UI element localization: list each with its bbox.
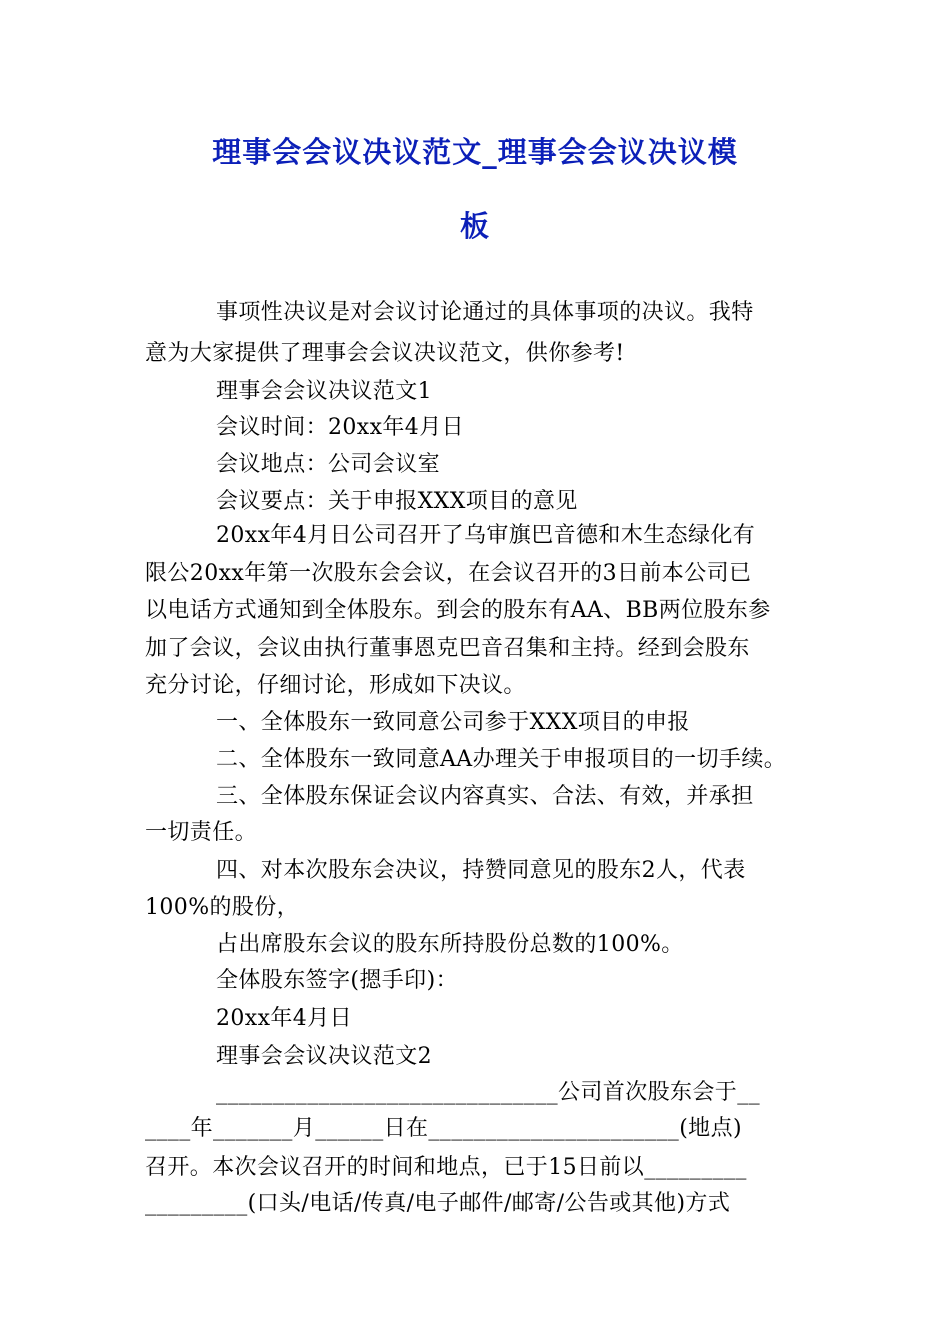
- paragraph-line: 会议地点：公司会议室: [216, 452, 441, 477]
- paragraph-line: 100%的股份，: [145, 895, 300, 920]
- paragraph-line: 限公20xx年第一次股东会会议，在会议召开的3日前本公司已: [145, 561, 752, 586]
- paragraph-line: 会议时间：20xx年4月日: [216, 415, 465, 440]
- paragraph-line: 以电话方式通知到全体股东。到会的股东有AA、BB两位股东参: [145, 598, 771, 623]
- paragraph-line: _________(口头/电话/传真/电子邮件/邮寄/公告或其他)方式: [145, 1191, 731, 1216]
- section-heading: 理事会会议决议范文2: [216, 1044, 432, 1069]
- document-title-line-1: 理事会会议决议范文_理事会会议决议模: [212, 135, 738, 169]
- document-title-line-2: 板: [459, 209, 490, 243]
- paragraph-line: 20xx年4月日: [216, 1006, 353, 1031]
- paragraph-line: 占出席股东会议的股东所持股份总数的100%。: [216, 932, 684, 957]
- paragraph-line: 一、全体股东一致同意公司参于XXX项目的申报: [216, 710, 690, 735]
- paragraph-line: 全体股东签字(摁手印)：: [216, 968, 458, 993]
- paragraph-line: 加了会议，会议由执行董事恩克巴音召集和主持。经到会股东: [145, 636, 750, 661]
- paragraph-line: 四、对本次股东会决议，持赞同意见的股东2人，代表: [216, 858, 746, 883]
- section-heading: 理事会会议决议范文1: [216, 379, 432, 404]
- paragraph-line: ______________________________公司首次股东会于__: [216, 1080, 761, 1105]
- paragraph-line: ____年_______月______日在______________________(地点): [145, 1116, 742, 1141]
- paragraph-line: 意为大家提供了理事会会议决议范文，供你参考!: [145, 341, 625, 366]
- paragraph-line: 会议要点：关于申报XXX项目的意见: [216, 489, 578, 514]
- paragraph-line: 三、全体股东保证会议内容真实、合法、有效，并承担: [216, 784, 754, 809]
- paragraph-line: 召开。本次会议召开的时间和地点，已于15日前以_________: [145, 1155, 747, 1180]
- paragraph-line: 二、全体股东一致同意AA办理关于申报项目的一切手续。: [216, 747, 787, 772]
- paragraph-line: 事项性决议是对会议讨论通过的具体事项的决议。我特: [216, 300, 754, 325]
- paragraph-line: 充分讨论，仔细讨论，形成如下决议。: [145, 673, 526, 698]
- paragraph-line: 一切责任。: [145, 820, 258, 845]
- paragraph-line: 20xx年4月日公司召开了乌审旗巴音德和木生态绿化有: [216, 523, 756, 548]
